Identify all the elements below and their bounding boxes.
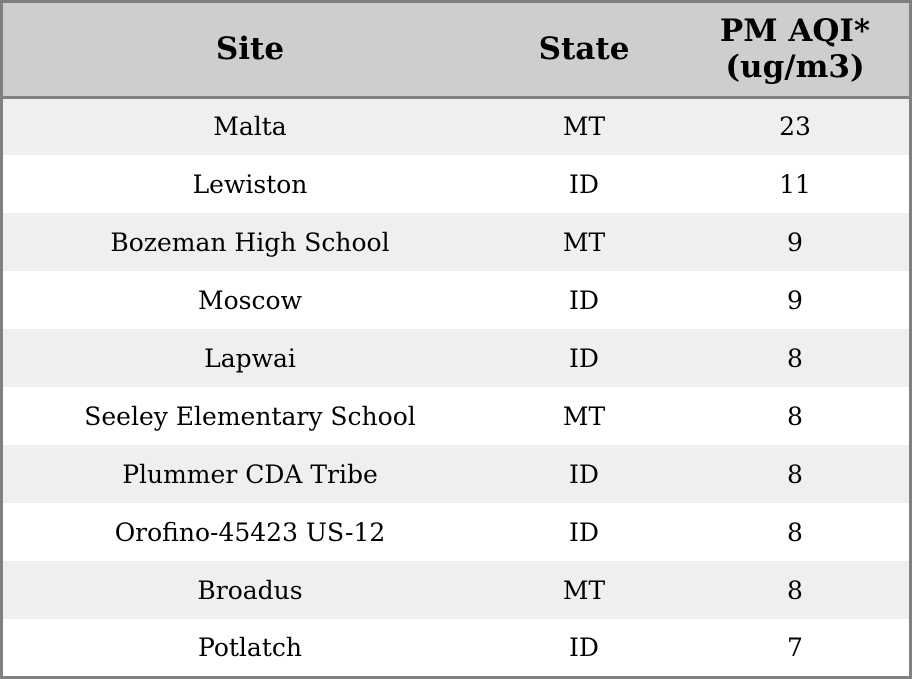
cell-state: ID xyxy=(569,459,599,489)
cell-pm-aqi: 8 xyxy=(787,401,803,431)
cell-site: Orofino-45423 US-12 xyxy=(114,517,386,547)
cell-pm-aqi: 8 xyxy=(787,343,803,373)
cell-state: MT xyxy=(562,575,606,605)
table-row xyxy=(3,97,909,155)
header-row xyxy=(3,3,909,97)
cell-site: Seeley Elementary School xyxy=(84,401,416,431)
cell-state: ID xyxy=(569,285,599,315)
cell-site: Malta xyxy=(213,112,287,142)
cell-pm-aqi: 9 xyxy=(787,285,803,315)
cell-site: Lewiston xyxy=(192,169,308,199)
header-site: Site xyxy=(3,3,497,97)
cell-site: Moscow xyxy=(198,285,302,315)
table-row xyxy=(3,619,909,675)
table-header xyxy=(3,3,909,97)
cell-pm-aqi: 8 xyxy=(787,575,803,605)
header-pm-aqi-line2: (ug/m3) xyxy=(725,49,865,86)
cell-state: ID xyxy=(569,169,599,199)
cell-pm-aqi: 8 xyxy=(787,517,803,547)
cell-state: MT xyxy=(562,112,606,142)
cell-state: ID xyxy=(569,343,599,373)
cell-state: MT xyxy=(562,227,606,257)
table-row xyxy=(3,445,909,503)
table-row xyxy=(3,271,909,329)
cell-site: Broadus xyxy=(197,575,303,605)
cell-state: ID xyxy=(569,517,599,547)
cell-site: Lapwai xyxy=(204,343,296,373)
cell-pm-aqi: 7 xyxy=(787,632,803,662)
table-row xyxy=(3,561,909,619)
header-pm-aqi xyxy=(671,3,909,97)
header-pm-aqi-line1: PM AQI* xyxy=(719,13,871,50)
cell-state: ID xyxy=(569,632,599,662)
table-body xyxy=(3,97,909,675)
table-row xyxy=(3,503,909,561)
cell-site: Potlatch xyxy=(198,632,302,662)
header-state: State xyxy=(497,3,671,97)
table-row xyxy=(3,155,909,213)
table-row xyxy=(3,387,909,445)
cell-pm-aqi: 8 xyxy=(787,459,803,489)
cell-state: MT xyxy=(562,401,606,431)
cell-pm-aqi: 23 xyxy=(779,112,811,142)
table-row xyxy=(3,329,909,387)
cell-pm-aqi: 9 xyxy=(787,227,803,257)
aqi-table xyxy=(3,3,909,675)
cell-pm-aqi: 11 xyxy=(779,169,811,199)
cell-site: Plummer CDA Tribe xyxy=(122,459,378,489)
cell-site: Bozeman High School xyxy=(110,227,390,257)
table-row xyxy=(3,213,909,271)
